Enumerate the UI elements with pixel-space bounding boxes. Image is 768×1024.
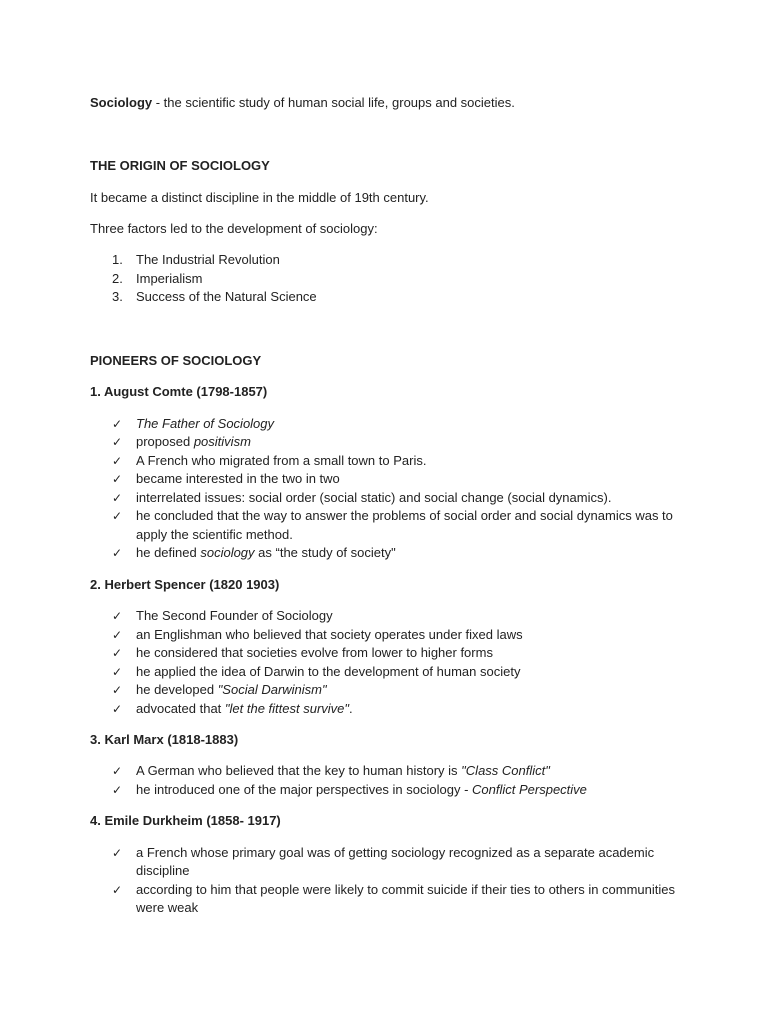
list-item <box>90 433 690 452</box>
origin-paragraph-2: Three factors led to the development of sociology: <box>90 221 378 236</box>
list-item <box>90 544 690 563</box>
list-item-text: an Englishman who believed that society operates under fixed laws <box>136 626 523 642</box>
comte-title: 1. August Comte (1798-1857) <box>90 384 268 399</box>
list-item-text: A French who migrated from a small town to Paris. <box>136 452 427 468</box>
check-icon: ✓ <box>112 490 123 505</box>
list-item <box>90 644 690 663</box>
definition-text: - the scientific study of human social life, groups and societies. <box>152 95 515 110</box>
list-item-text: a French whose primary goal was of getting sociology recognized as a separate academic discipline <box>136 844 655 878</box>
durkheim-title: 4. Emile Durkheim (1858- 1917) <box>90 813 281 828</box>
list-item-text: he introduced one of the major perspectives in sociology - <box>136 781 473 797</box>
list-item <box>90 663 690 682</box>
list-item-text: he considered that societies evolve from lower to higher forms <box>136 645 493 660</box>
list-item <box>90 844 690 881</box>
list-item-text: The Father of Sociology <box>136 415 275 431</box>
list-item-text: Imperialism <box>136 270 203 286</box>
list-item <box>90 270 690 289</box>
pioneers-heading: PIONEERS OF SOCIOLOGY <box>90 352 262 368</box>
emphasis-text: sociology <box>200 545 255 560</box>
check-icon: ✓ <box>112 472 123 486</box>
list-item-text: according to him that people were likely to commit suicide if their ties to others in communities were weak <box>136 881 676 915</box>
list-item-text: interrelated issues: social order (social static) and social change (social dynamics). <box>136 489 612 505</box>
origin-paragraph-1: It became a distinct discipline in the middle of 19th century. <box>90 189 429 205</box>
origin-heading: THE ORIGIN OF SOCIOLOGY <box>90 158 270 173</box>
list-item-text: . <box>349 700 353 716</box>
check-icon: ✓ <box>112 845 123 860</box>
emphasis-text: "let the fittest survive" <box>224 700 350 716</box>
check-icon: ✓ <box>112 627 123 642</box>
check-icon: ✓ <box>112 509 123 523</box>
emphasis-text: "Social Darwinism" <box>217 682 327 697</box>
list-item <box>90 415 690 434</box>
list-number: 3. <box>112 289 123 304</box>
check-icon: ✓ <box>112 664 123 679</box>
list-item-text: as “the study of society" <box>254 545 396 560</box>
factors-list <box>90 251 690 307</box>
list-number: 1. <box>112 252 123 267</box>
list-item-text: Success of the Natural Science <box>136 289 317 304</box>
check-icon: ✓ <box>112 683 123 697</box>
check-icon: ✓ <box>112 453 123 468</box>
list-number: 2. <box>112 270 123 286</box>
document-page <box>90 94 690 918</box>
emphasis-text: Conflict Perspective <box>472 781 587 797</box>
emphasis-text: positivism <box>193 434 251 449</box>
list-item <box>90 700 690 719</box>
list-item <box>90 507 690 544</box>
list-item <box>90 626 690 645</box>
list-item <box>90 781 690 800</box>
list-item-text: A German who believed that the key to human history is <box>136 763 462 778</box>
marx-list <box>90 762 690 799</box>
durkheim-list <box>90 844 690 918</box>
list-item <box>90 489 690 508</box>
definition-term: Sociology <box>90 95 153 110</box>
check-icon: ✓ <box>112 546 123 560</box>
check-icon: ✓ <box>112 882 123 897</box>
list-item <box>90 288 690 307</box>
spencer-list <box>90 607 690 718</box>
check-icon: ✓ <box>112 782 123 797</box>
list-item-text: he concluded that the way to answer the problems of social order and social dynamics was to apply the scientific method. <box>136 508 673 542</box>
check-icon: ✓ <box>112 646 123 660</box>
check-icon: ✓ <box>112 416 123 431</box>
list-item <box>90 681 690 700</box>
list-item-text: he defined <box>136 545 201 560</box>
list-item-text: The Industrial Revolution <box>136 252 280 267</box>
check-icon: ✓ <box>112 701 123 716</box>
list-item <box>90 251 690 270</box>
list-item <box>90 762 690 781</box>
list-item <box>90 607 690 626</box>
list-item <box>90 470 690 489</box>
list-item-text: he developed <box>136 682 218 697</box>
check-icon: ✓ <box>112 764 123 778</box>
check-icon: ✓ <box>112 435 123 449</box>
list-item-text: advocated that <box>136 700 225 716</box>
check-icon: ✓ <box>112 609 123 623</box>
list-item <box>90 452 690 471</box>
emphasis-text: "Class Conflict" <box>461 763 550 778</box>
definition-paragraph <box>90 94 690 113</box>
list-item-text: he applied the idea of Darwin to the development of human society <box>136 663 521 679</box>
list-item <box>90 881 690 918</box>
list-item-text: proposed <box>136 434 194 449</box>
comte-list <box>90 415 690 563</box>
list-item-text: became interested in the two in two <box>136 471 340 486</box>
spencer-title: 2. Herbert Spencer (1820 1903) <box>90 576 280 592</box>
marx-title: 3. Karl Marx (1818-1883) <box>90 732 239 747</box>
list-item-text: The Second Founder of Sociology <box>136 608 333 623</box>
